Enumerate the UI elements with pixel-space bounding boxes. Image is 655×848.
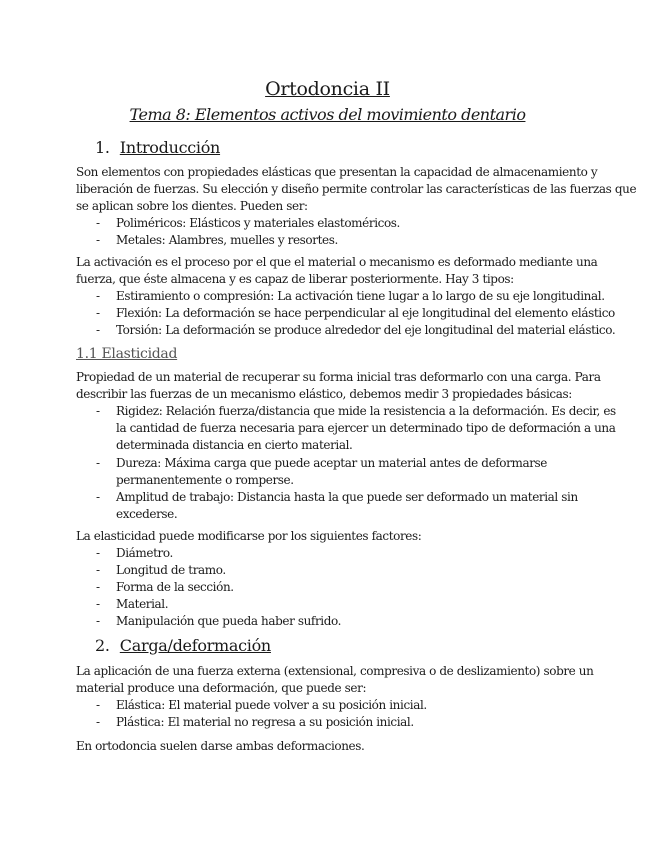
- document-title: Ortodoncia II: [265, 78, 390, 100]
- paragraph-line: se aplican sobre los dientes. Pueden ser:: [76, 199, 308, 213]
- list-item-text: Torsión: La deformación se produce alrededor del eje longitudinal del material elástico.: [116, 323, 616, 337]
- list-item-text: excederse.: [116, 507, 178, 521]
- paragraph-line: En ortodoncia suelen darse ambas deformaciones.: [76, 739, 365, 753]
- bullet-dash: -: [96, 563, 100, 577]
- list-item-text: Rigidez: Relación fuerza/distancia que mide la resistencia a la deformación. Es decir, es: [116, 404, 616, 418]
- list-item-text: Metales: Alambres, muelles y resortes.: [116, 233, 338, 247]
- bullet-dash: -: [96, 323, 100, 337]
- bullet-dash: -: [96, 216, 100, 230]
- list-item-text: Amplitud de trabajo: Distancia hasta la que puede ser deformado un material sin: [116, 490, 578, 504]
- list-item-text: Manipulación que pueda haber sufrido.: [116, 614, 342, 628]
- paragraph-line: fuerza, que éste almacena y es capaz de liberar posteriormente. Hay 3 tipos:: [76, 272, 514, 286]
- list-item-text: determinada distancia en cierto material.: [116, 438, 353, 452]
- section-heading-carga-deformacion: [95, 636, 271, 656]
- bullet-dash: -: [96, 490, 100, 504]
- list-item-text: permanentemente o romperse.: [116, 473, 294, 487]
- bullet-dash: -: [96, 614, 100, 628]
- bullet-dash: -: [96, 456, 100, 470]
- list-item-text: Forma de la sección.: [116, 580, 234, 594]
- bullet-dash: -: [96, 580, 100, 594]
- list-item-text: Estiramiento o compresión: La activación tiene lugar a lo largo de su eje longitudinal.: [116, 289, 605, 303]
- paragraph-line: La elasticidad puede modificarse por los siguientes factores:: [76, 529, 422, 543]
- list-item-text: Elástica: El material puede volver a su posición inicial.: [116, 698, 427, 712]
- bullet-dash: -: [96, 546, 100, 560]
- section-heading-label: Introducción: [119, 138, 221, 157]
- document-subtitle: Tema 8: Elementos activos del movimiento dentario: [129, 105, 526, 124]
- section-heading-label: Carga/deformación: [119, 636, 271, 655]
- list-item-text: Diámetro.: [116, 546, 173, 560]
- list-item-text: Plástica: El material no regresa a su posición inicial.: [116, 715, 414, 729]
- paragraph-line: La activación es el proceso por el que el material o mecanismo es deformado mediante una: [76, 255, 598, 269]
- paragraph-line: describir las fuerzas de un mecanismo elástico, debemos medir 3 propiedades básicas:: [76, 387, 572, 401]
- list-item-text: Poliméricos: Elásticos y materiales elastoméricos.: [116, 216, 400, 230]
- section-number: 1.: [95, 138, 110, 157]
- list-item-text: la cantidad de fuerza necesaria para ejercer un determinado tipo de deformación a una: [116, 421, 616, 435]
- bullet-dash: -: [96, 289, 100, 303]
- bullet-dash: -: [96, 698, 100, 712]
- paragraph-line: La aplicación de una fuerza externa (extensional, compresiva o de deslizamiento) sobre un: [76, 664, 594, 678]
- list-item-text: Dureza: Máxima carga que puede aceptar un material antes de deformarse: [116, 456, 548, 470]
- bullet-dash: -: [96, 715, 100, 729]
- paragraph-line: Propiedad de un material de recuperar su forma inicial tras deformarlo con una carga. Para: [76, 370, 601, 384]
- section-number: 2.: [95, 636, 110, 655]
- list-item-text: Flexión: La deformación se hace perpendicular al eje longitudinal del elemento elástico: [116, 306, 615, 320]
- bullet-dash: -: [96, 306, 100, 320]
- paragraph-line: material produce una deformación, que puede ser:: [76, 681, 367, 695]
- bullet-dash: -: [96, 233, 100, 247]
- bullet-dash: -: [96, 597, 100, 611]
- section-heading-introduccion: [95, 138, 220, 158]
- paragraph-line: liberación de fuerzas. Su elección y diseño permite controlar las características de las fuerzas que: [76, 182, 637, 196]
- subsection-heading-elasticidad: 1.1 Elasticidad: [76, 346, 178, 362]
- list-item-text: Material.: [116, 597, 169, 611]
- list-item-text: Longitud de tramo.: [116, 563, 226, 577]
- bullet-dash: -: [96, 404, 100, 418]
- paragraph-line: Son elementos con propiedades elásticas que presentan la capacidad de almacenamiento y: [76, 165, 598, 179]
